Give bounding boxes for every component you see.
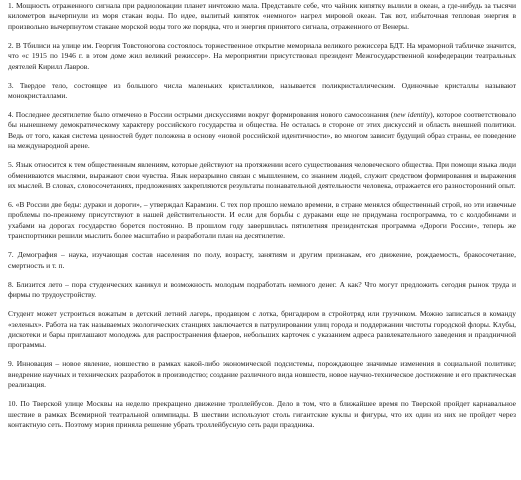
paragraph-8-continued: Студент может устроиться вожатым в детский летний лагерь, продавцом с лотка, бригадиром в стройотряд или грузчиком. Можно записаться в команду «зеленых». Работа на так называемых экологических станциях заключается в патрулировании улиц города и поддержании чистоты городской флоры. Клубы, дискотеки и бары приглашают молодежь для распространения флаеров, небольших карточек с указанием адреса развлекательного заведения и праздничной программы.: [8, 309, 516, 350]
paragraph-9: 9. Инновация – новое явление, новшество в рамках какой-либо экономической подсистемы, порождающее значимые изменения в социальной политике; внедрение научных и технических разработок в производство; создание различного вида новшеств, новое научно-техническое достижение и его практическая реализация.: [8, 359, 516, 390]
paragraph-4-emphasis: new identity: [393, 110, 431, 120]
paragraph-7: 7. Демография – наука, изучающая состав населения по полу, возрасту, занятиям и другим признакам, его движение, рождаемость, бракосочетание, смертность и т. п.: [8, 250, 516, 270]
paragraph-1: 1. Мощность отраженного сигнала при радиолокации планет ничтожно мала. Представьте себе, что чайник кипятку вылили в океан, а где-нибудь за тысячи километров вычерпнули из моря стакан воды. По идее, вылитый кипяток «немного» нагрел мировой океан. Так вот, избыточная тепловая энергия в произвольно вычерпнутом стакане морской воды того же порядка, что и энергия принятого сигнала, отраженного от Венеры.: [8, 1, 516, 31]
paragraph-4-before: 4. Последнее десятилетие было отмечено в России острыми дискуссиями вокруг формирования нового самосознания (: [8, 110, 394, 120]
paragraph-4: [8, 110, 516, 152]
paragraph-2: 2. В Тбилиси на улице им. Георгия Товстоногова состоялось торжественное открытие мемориала великого режиссера БДТ. На мраморной табличке значится, что «с 1915 по 1946 г. в этом доме жил великий режиссер». На мероприятии присутствовал президент Межгосударственной конфедерации театральных деятелей Кирилл Лавров.: [8, 40, 516, 71]
paragraph-6: 6. «В России две беды: дураки и дороги», – утверждал Карамзин. С тех пор прошло немало времени, в стране менялся общественный строй, но эти извечные проблемы по-прежнему присутствуют в нашей действительности. И если для борьбы с дураками еще не придумана госпрограмма, то с колдобинами и ухабами на дорогах государство борется постоянно. В прошлом году завершилась пятилетняя президентская программа «Дороги России», теперь же транспортники решили мыслить более масштабно и разработали план на десятилетие.: [8, 200, 516, 241]
paragraph-10: 10. По Тверской улице Москвы на неделю прекращено движение троллейбусов. Дело в том, что в ближайшее время по Тверской пройдет карнавальное шествие в рамках Всемирной театральной олимпиады. В шествии используют столь гигантские куклы и фигуры, что их один из них не пройдет через контактную сеть. Поэтому мэрия приняла решение убрать троллейбусную сеть ради праздника.: [8, 399, 516, 429]
paragraph-4-after: ), которое соответствовало бы нынешнему демократическому характеру российского государства и общества. Не осталась в стороне от этих дискуссий и область внешней политики. Ведь от того, какая система ценностей будет положена в основу «новой российской идентичности», во многом зависит будущий образ страны, ее поведение на международной арене.: [8, 110, 516, 151]
paragraph-5: 5. Язык относится к тем общественным явлениям, которые действуют на протяжении всего существования человеческого общества. При помощи языка люди обмениваются мыслями, выражают свои чувства. Язык неразрывно связан с мышлением, со знанием людей, служит средством формирования и выражения их мыслей. В словах, словосочетаниях, предложениях закрепляются результаты познавательной деятельности человека, отражается его разносторонний опыт.: [8, 160, 516, 191]
paragraph-3: 3. Твердое тело, состоящее из большого числа маленьких кристалликов, называется поликристаллическим. Одиночные кристаллы называют монокристаллами.: [8, 80, 516, 101]
paragraph-8: 8. Близится лето – пора студенческих каникул и возможность молодым подработать немного денег. А как? Что могут предложить сегодня рынок труда и фирмы по трудоустройству.: [8, 279, 516, 300]
